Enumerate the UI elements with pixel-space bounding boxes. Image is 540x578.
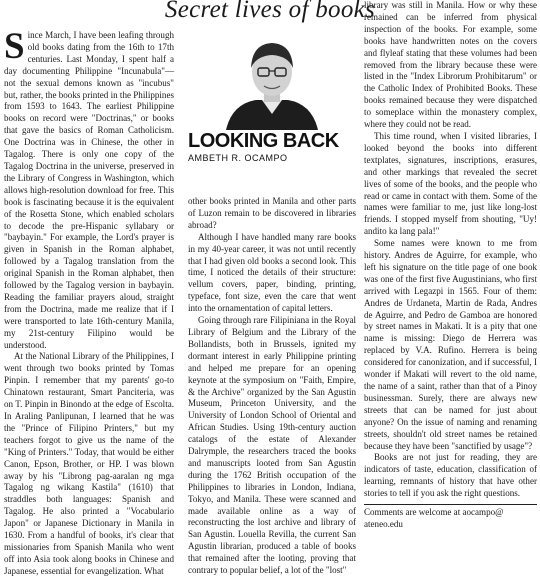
article-column-2 <box>188 196 356 577</box>
columnist-portrait-icon <box>188 30 356 130</box>
drop-cap: S <box>4 26 25 67</box>
paragraph-4: Although I have handled many rare books in my 40-year career, it was not until recently that I had given old books a second look. This time, I noticed the details of their structure: vellum covers, paper, binding, printing, typeface, font size, even the care that went into the ornamentation of capital letters. <box>188 231 356 314</box>
article-column-1 <box>4 26 174 578</box>
divider <box>364 504 537 505</box>
column-name: LOOKING BACK <box>188 130 339 152</box>
paragraph-6: library was still in Manila. How or why these remained can be inferred from physical inspection of the books. For example, some books have handwritten notes on the covers and flyleaf stating that these volumes had been removed from the library because these were listed in the "Index Librorum Prohibitarum" or the Catholic Index of Prohibited Books. These books remained because they were dispatched to someplace within the monastery complex, where they could not be read. <box>364 0 537 130</box>
contact-line-1: Comments are welcome at aocampo@ <box>364 507 504 518</box>
paragraph-9: Books are not just for reading, they are indicators of taste, education, classification of learning, remnants of history that have other stories to tell if you ask the right questions. <box>364 452 537 499</box>
contact-line-2: ateneo.edu <box>364 518 403 529</box>
paragraph-3: other books printed in Manila and other parts of Luzon remain to be discovered in libraries abroad? <box>188 196 356 230</box>
paragraph-2: At the National Library of the Philippines, I went through two books printed by Tomas Pinpin. I remember that my parents' go-to Chinatown restaurant, Smart Panciteria, was on T. Pinpin in Binondo at the edge of Escolta. In Araling Panlipunan, I learned that he was the "Prince of Filipino Printers," but my teachers forgot to give us the name of the "King of Printers." Today, that would be either Canon, Epson, Brother, or HP. I was blown away by his "Librong pag-aaralan ng mga Tagalog ng wikang Kastila" (1610) that straddles both languages: Spanish and Tagalog. He also printed a "Vocabulario Japon" or Japanese Dictionary in Manila in 1630. From a handful of books, it's clear that missionaries from Spanish Manila who went off into Asia took along books in Chinese and Japanese, essential for evangelization. What <box>4 351 174 576</box>
paragraph-8: Some names were known to me from history. Andres de Aguirre, for example, who left his signature on the title page of one book was one of the first five Augustinians, who first arrived with Legazpi in 1565. Four of them: Andres de Urdaneta, Martin de Rada, Andres de Aguirre, and Pedro de Gamboa are honored by street names in Makati. It is a pity that one name is missing: Diego de Herrera was replaced by V.A. Rufino. Herrera is being considered for canonization, and if successful, I wonder if Makati will revert to the old name, the name of a saint, rather than that of a Pinoy businessman. Surely, there are always new streets that can be named for just about anyone? On the issue of naming and renaming streets, shouldn't old street names be retained because they have been "sanctified by usage"? <box>364 238 537 451</box>
columnist-photo <box>188 30 356 130</box>
paragraph-5: Going through rare Filipiniana in the Royal Library of Belgium and the Library of the Bollandists, both in Brussels, ignited my dormant interest in early Philippine printing and helped me prepare for an opening keynote at the symposium on "Faith, Empire, & the Archive" organized by the San Agustin Museum, Princeton University, and the University of London School of Oriental and African Studies. Using 19th-century auction catalogs of the estate of Alexander Dalrymple, the researchers traced the books and manuscripts looted from San Agustin during the 1762 British occupation of the Philippines to libraries in London, Indiana, Tokyo, and Manila. These were scanned and made available online as a way of reconstructing the lost archive and library of San Agustin. Louella Revilla, the current San Agustin librarian, produced a table of books that remained after the looting, proving that contrary to popular belief, a lot of the "lost" <box>188 315 356 576</box>
paragraph-1: Since March, I have been leafing through old books dating from the 16th to 17th centuries. Last Monday, I spent half a day documenting Philippine "Incunabula"—not the sexual demons known as "incubus" but, rather, the books printed in the Philippines from 1593 to 1643. The earliest Philippine books on record were "Doctrinas," or books that gave the basics of Roman Catholicism. One Doctrina was in Chinese, the other in Tagalog. There is only one copy of the Tagalog Doctrina in the universe, preserved in the Library of Congress in Washington, which allows high-resolution download for free. This book is fascinating because it is the equivalent of the Rosetta Stone, which enabled scholars to decode the pre-Hispanic syllabary or "baybayin." For example, the Lord's prayer is given in Spanish in the Roman alphabet, followed by a Tagalog translation from the original Spanish in the Roman alphabet, then followed by the Tagalog version in baybayin. Reading the familiar prayers aloud, straight from the Doctrina, made me realize that if I were transported to late 16th-century Manila, my 21st-century Filipino would be understood. <box>4 26 174 350</box>
column-logo <box>188 130 356 170</box>
contact-footer <box>364 507 537 531</box>
author-byline: AMBETH R. OCAMPO <box>188 153 288 163</box>
headline: Secret lives of books <box>164 0 376 23</box>
article-column-3 <box>364 0 537 531</box>
paragraph-7: This time round, when I visited libraries, I looked beyond the books into different textplates, signatures, inscriptions, erasures, and other markings that revealed the secret lives of some of the books, and the people who read or came in contact with them. Some of the names were familiar to me, just like long-lost friends. I stopped myself from shouting, "Uy! andito ka lang pala!" <box>364 130 537 237</box>
